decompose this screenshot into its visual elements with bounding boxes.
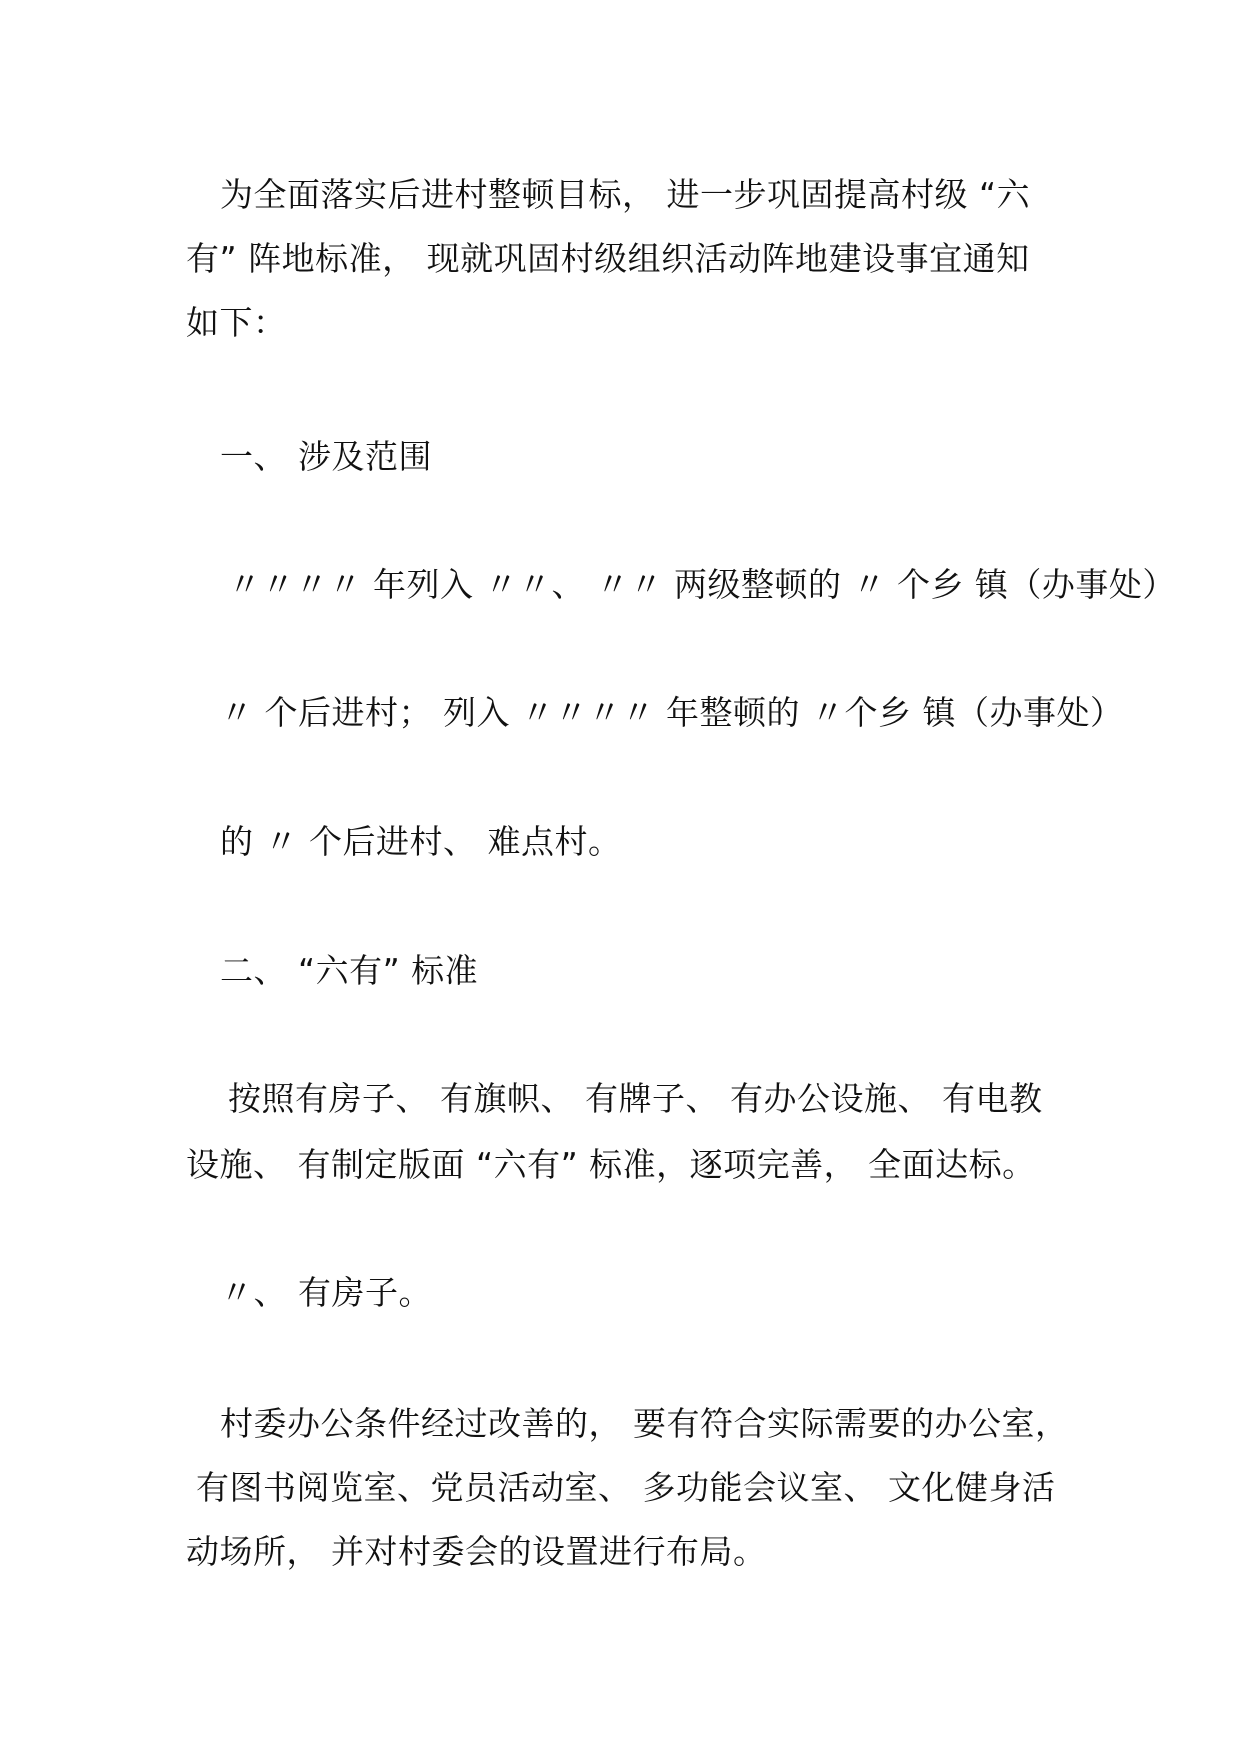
section-1-line-1: 〃〃〃〃 年列入 〃〃、 〃〃 两级整顿的 〃 个乡 镇（办事处） — [228, 565, 1176, 604]
intro-line-2: 有” 阵地标准， 现就巩固村级组织活动阵地建设事宜通知 — [186, 239, 1030, 278]
section-1-line-2: 〃 个后进村； 列入 〃〃〃〃 年整顿的 〃个乡 镇（办事处） — [220, 693, 1124, 732]
section-1-heading: 一、 涉及范围 — [220, 437, 432, 476]
item-1-heading: 〃、 有房子。 — [220, 1273, 432, 1312]
section-2-line-1: 按照有房子、 有旗帜、 有牌子、 有办公设施、 有电教 — [228, 1079, 1043, 1118]
section-1-line-3: 的 〃 个后进村、 难点村。 — [220, 822, 622, 861]
intro-line-1: 为全面落实后进村整顿目标， 进一步巩固提高村级 “六 — [220, 175, 1031, 214]
section-2-line-2: 设施、 有制定版面 “六有” 标准，逐项完善， 全面达标。 — [186, 1145, 1036, 1184]
intro-line-3: 如下： — [186, 303, 287, 342]
item-1-line-2: 有图书阅览室、党员活动室、 多功能会议室、 文化健身活 — [196, 1468, 1056, 1507]
section-2-heading: 二、 “六有” 标准 — [220, 951, 479, 990]
item-1-line-3: 动场所， 并对村委会的设置进行布局。 — [186, 1532, 767, 1571]
item-1-line-1: 村委办公条件经过改善的， 要有符合实际需要的办公室， — [220, 1404, 1069, 1443]
